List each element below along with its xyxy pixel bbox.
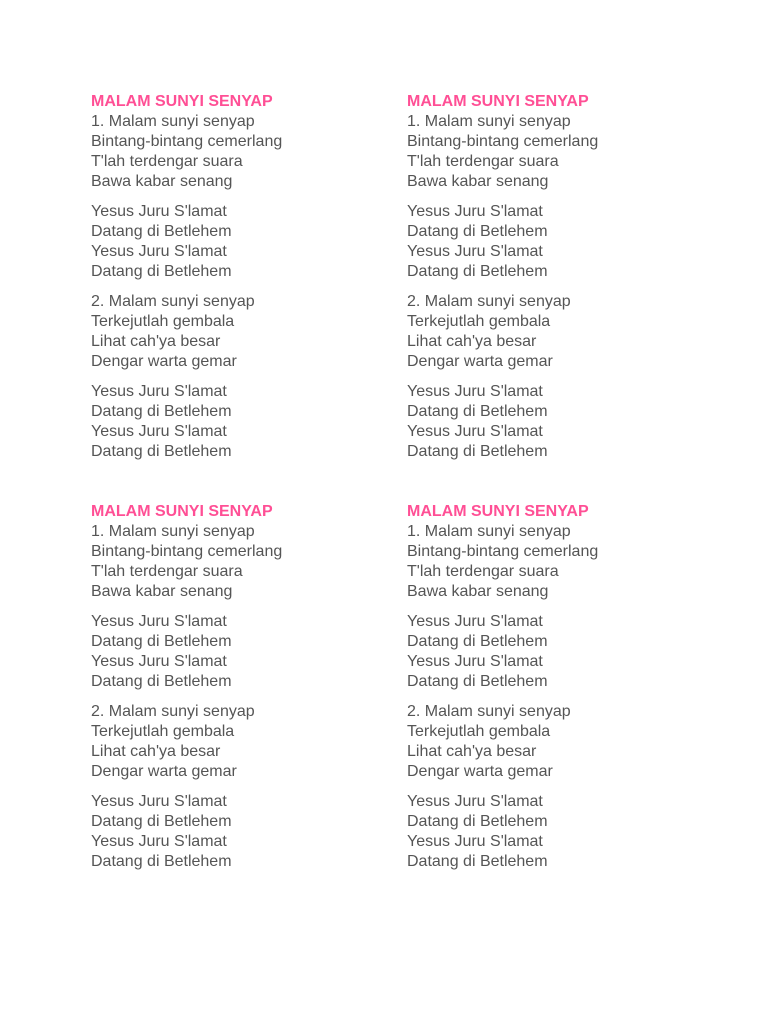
lyric-line: Lihat cah'ya besar — [91, 743, 221, 760]
stanza-refrain-2 — [407, 792, 707, 872]
lyric-line: Yesus Juru S'lamat — [407, 383, 543, 400]
lyric-line: Yesus Juru S'lamat — [91, 613, 227, 630]
lyric-line: 1. Malam sunyi senyap — [407, 523, 571, 540]
lyric-line: Yesus Juru S'lamat — [91, 383, 227, 400]
stanza-verse-2 — [407, 292, 707, 372]
lyric-line: Datang di Betlehem — [407, 673, 548, 690]
lyric-line: Bintang-bintang cemerlang — [407, 543, 599, 560]
stanza-verse-2 — [91, 292, 391, 372]
stanza-refrain-1 — [407, 202, 707, 282]
stanza-refrain-2 — [91, 792, 391, 872]
lyric-line: T'lah terdengar suara — [407, 563, 559, 580]
lyric-line: Datang di Betlehem — [407, 263, 548, 280]
lyric-line: Dengar warta gemar — [407, 763, 553, 780]
lyric-line: Datang di Betlehem — [91, 673, 232, 690]
lyric-line: Bawa kabar senang — [91, 173, 233, 190]
stanza-refrain-1 — [91, 202, 391, 282]
lyric-line: Datang di Betlehem — [407, 633, 548, 650]
lyric-line: 2. Malam sunyi senyap — [407, 703, 571, 720]
lyric-line: Yesus Juru S'lamat — [91, 833, 227, 850]
lyric-line: Datang di Betlehem — [407, 853, 548, 870]
lyric-line: Lihat cah'ya besar — [91, 333, 221, 350]
lyric-line: 1. Malam sunyi senyap — [407, 113, 571, 130]
lyric-line: Yesus Juru S'lamat — [407, 203, 543, 220]
lyric-line: Datang di Betlehem — [91, 223, 232, 240]
lyric-line: Bintang-bintang cemerlang — [407, 133, 599, 150]
song-block-bottom-right — [407, 502, 707, 882]
stanza-verse-1 — [91, 522, 391, 602]
lyric-line: Datang di Betlehem — [91, 263, 232, 280]
lyric-line: Dengar warta gemar — [91, 763, 237, 780]
stanza-refrain-1 — [91, 612, 391, 692]
lyric-line: Datang di Betlehem — [407, 403, 548, 420]
stanza-verse-2 — [407, 702, 707, 782]
stanza-verse-1 — [91, 112, 391, 192]
lyric-line: Datang di Betlehem — [407, 223, 548, 240]
lyric-line: Yesus Juru S'lamat — [91, 243, 227, 260]
lyric-line: Yesus Juru S'lamat — [407, 653, 543, 670]
lyric-line: Datang di Betlehem — [91, 813, 232, 830]
song-title: MALAM SUNYI SENYAP — [407, 503, 589, 520]
lyric-line: Terkejutlah gembala — [407, 313, 551, 330]
lyric-line: 2. Malam sunyi senyap — [407, 293, 571, 310]
stanza-verse-1 — [407, 522, 707, 602]
stanza-refrain-2 — [407, 382, 707, 462]
lyric-line: Datang di Betlehem — [407, 813, 548, 830]
lyric-line: T'lah terdengar suara — [91, 563, 243, 580]
stanza-verse-2 — [91, 702, 391, 782]
lyric-line: Bintang-bintang cemerlang — [91, 543, 283, 560]
lyric-line: 1. Malam sunyi senyap — [91, 113, 255, 130]
lyric-line: Dengar warta gemar — [91, 353, 237, 370]
lyric-line: Bintang-bintang cemerlang — [91, 133, 283, 150]
lyric-line: Lihat cah'ya besar — [407, 333, 537, 350]
stanza-refrain-1 — [407, 612, 707, 692]
lyric-line: Datang di Betlehem — [91, 853, 232, 870]
lyric-line: Dengar warta gemar — [407, 353, 553, 370]
song-title: MALAM SUNYI SENYAP — [407, 93, 589, 110]
lyric-line: Terkejutlah gembala — [91, 313, 235, 330]
lyric-line: T'lah terdengar suara — [91, 153, 243, 170]
lyric-line: Bawa kabar senang — [407, 583, 549, 600]
lyric-line: Datang di Betlehem — [407, 443, 548, 460]
lyric-line: Yesus Juru S'lamat — [91, 203, 227, 220]
lyric-line: Yesus Juru S'lamat — [91, 423, 227, 440]
lyric-line: 2. Malam sunyi senyap — [91, 293, 255, 310]
song-title: MALAM SUNYI SENYAP — [91, 503, 273, 520]
lyric-line: Yesus Juru S'lamat — [91, 653, 227, 670]
song-block-top-left — [91, 92, 391, 472]
lyric-line: 2. Malam sunyi senyap — [91, 703, 255, 720]
lyric-line: Yesus Juru S'lamat — [407, 243, 543, 260]
lyric-line: Yesus Juru S'lamat — [407, 423, 543, 440]
song-title: MALAM SUNYI SENYAP — [91, 93, 273, 110]
lyric-line: Datang di Betlehem — [91, 633, 232, 650]
lyric-line: Yesus Juru S'lamat — [407, 793, 543, 810]
lyric-line: Yesus Juru S'lamat — [407, 613, 543, 630]
lyric-line: T'lah terdengar suara — [407, 153, 559, 170]
lyric-line: Yesus Juru S'lamat — [91, 793, 227, 810]
song-block-top-right — [407, 92, 707, 472]
lyric-line: Terkejutlah gembala — [91, 723, 235, 740]
lyric-line: Datang di Betlehem — [91, 403, 232, 420]
lyric-line: Yesus Juru S'lamat — [407, 833, 543, 850]
lyric-line: Terkejutlah gembala — [407, 723, 551, 740]
lyric-line: Datang di Betlehem — [91, 443, 232, 460]
lyric-line: Bawa kabar senang — [407, 173, 549, 190]
stanza-verse-1 — [407, 112, 707, 192]
stanza-refrain-2 — [91, 382, 391, 462]
lyric-line: Lihat cah'ya besar — [407, 743, 537, 760]
lyric-line: 1. Malam sunyi senyap — [91, 523, 255, 540]
song-block-bottom-left — [91, 502, 391, 882]
lyric-line: Bawa kabar senang — [91, 583, 233, 600]
